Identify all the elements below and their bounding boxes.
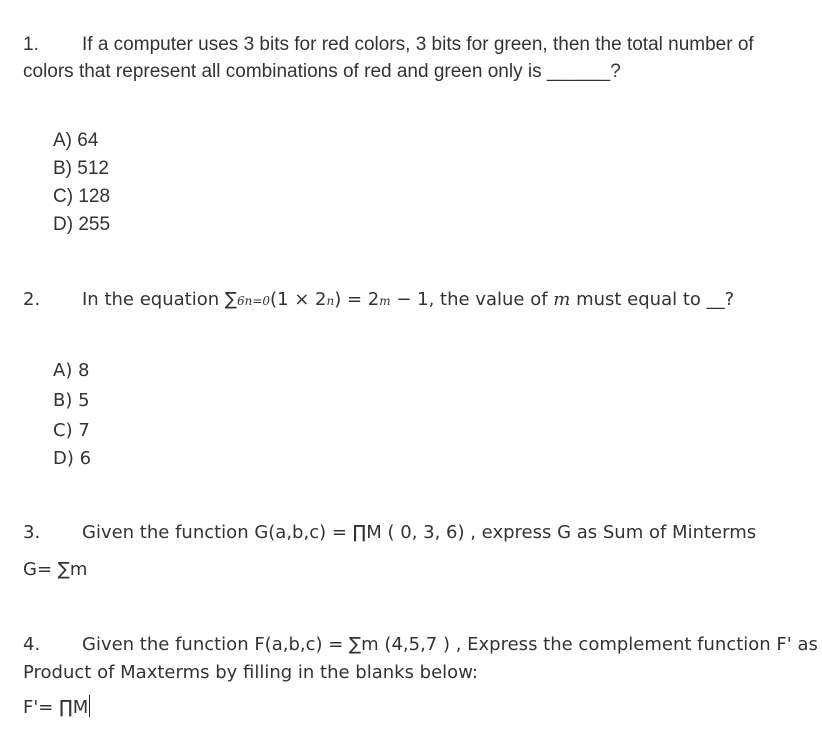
exponent-m: m: [379, 294, 391, 308]
question-4-text: Given the function F(a,b,c) = ∑m (4,5,7 ) , Express the complement function F' as: [82, 634, 818, 655]
question-4-answer-field[interactable]: [23, 694, 90, 721]
question-1-option-b: B) 512: [53, 158, 109, 179]
equation-equals: ) = 2: [334, 289, 380, 310]
question-3-answer-line: G= ∑m: [23, 559, 88, 580]
question-1-option-d: D) 255: [53, 214, 111, 235]
question-1-line-2: colors that represent all combinations of red and green only is ______?: [23, 61, 621, 82]
question-1-number: 1.: [23, 34, 39, 55]
question-4-line-2: Product of Maxterms by filling in the blanks below:: [23, 662, 478, 683]
equation-minus-one: − 1, the value of: [390, 289, 554, 310]
question-2-text-after: must equal to __?: [570, 289, 735, 310]
question-2-option-a: A) 8: [53, 360, 90, 381]
sum-range: 6n=0: [236, 294, 271, 308]
question-2-line: [23, 286, 734, 315]
question-1-text: If a computer uses 3 bits for red colors, 3 bits for green, then the total number of: [82, 34, 754, 55]
question-3-line: [23, 519, 756, 546]
question-4-number: 4.: [23, 634, 41, 655]
sigma-symbol: ∑: [224, 289, 237, 310]
question-1-option-a: A) 64: [53, 130, 99, 151]
question-3-text: Given the function G(a,b,c) = ∏M ( 0, 3, 6) , express G as Sum of Minterms: [82, 522, 757, 543]
question-4-answer-line: F'= ∏M: [23, 697, 89, 718]
question-1-line-1: [23, 31, 754, 58]
text-cursor: [89, 695, 90, 717]
exponent-n: n: [326, 294, 335, 308]
equation-term: (1 × 2: [270, 289, 327, 310]
question-2-option-b: B) 5: [53, 390, 90, 411]
question-4-line-1: [23, 631, 818, 658]
question-2-text-before: In the equation: [82, 289, 225, 310]
question-2-option-d: D) 6: [53, 448, 92, 469]
question-2-option-c: C) 7: [53, 420, 90, 441]
question-3-number: 3.: [23, 522, 41, 543]
variable-m: m: [553, 289, 571, 310]
question-2-number: 2.: [23, 289, 41, 310]
question-1-option-c: C) 128: [53, 186, 111, 207]
